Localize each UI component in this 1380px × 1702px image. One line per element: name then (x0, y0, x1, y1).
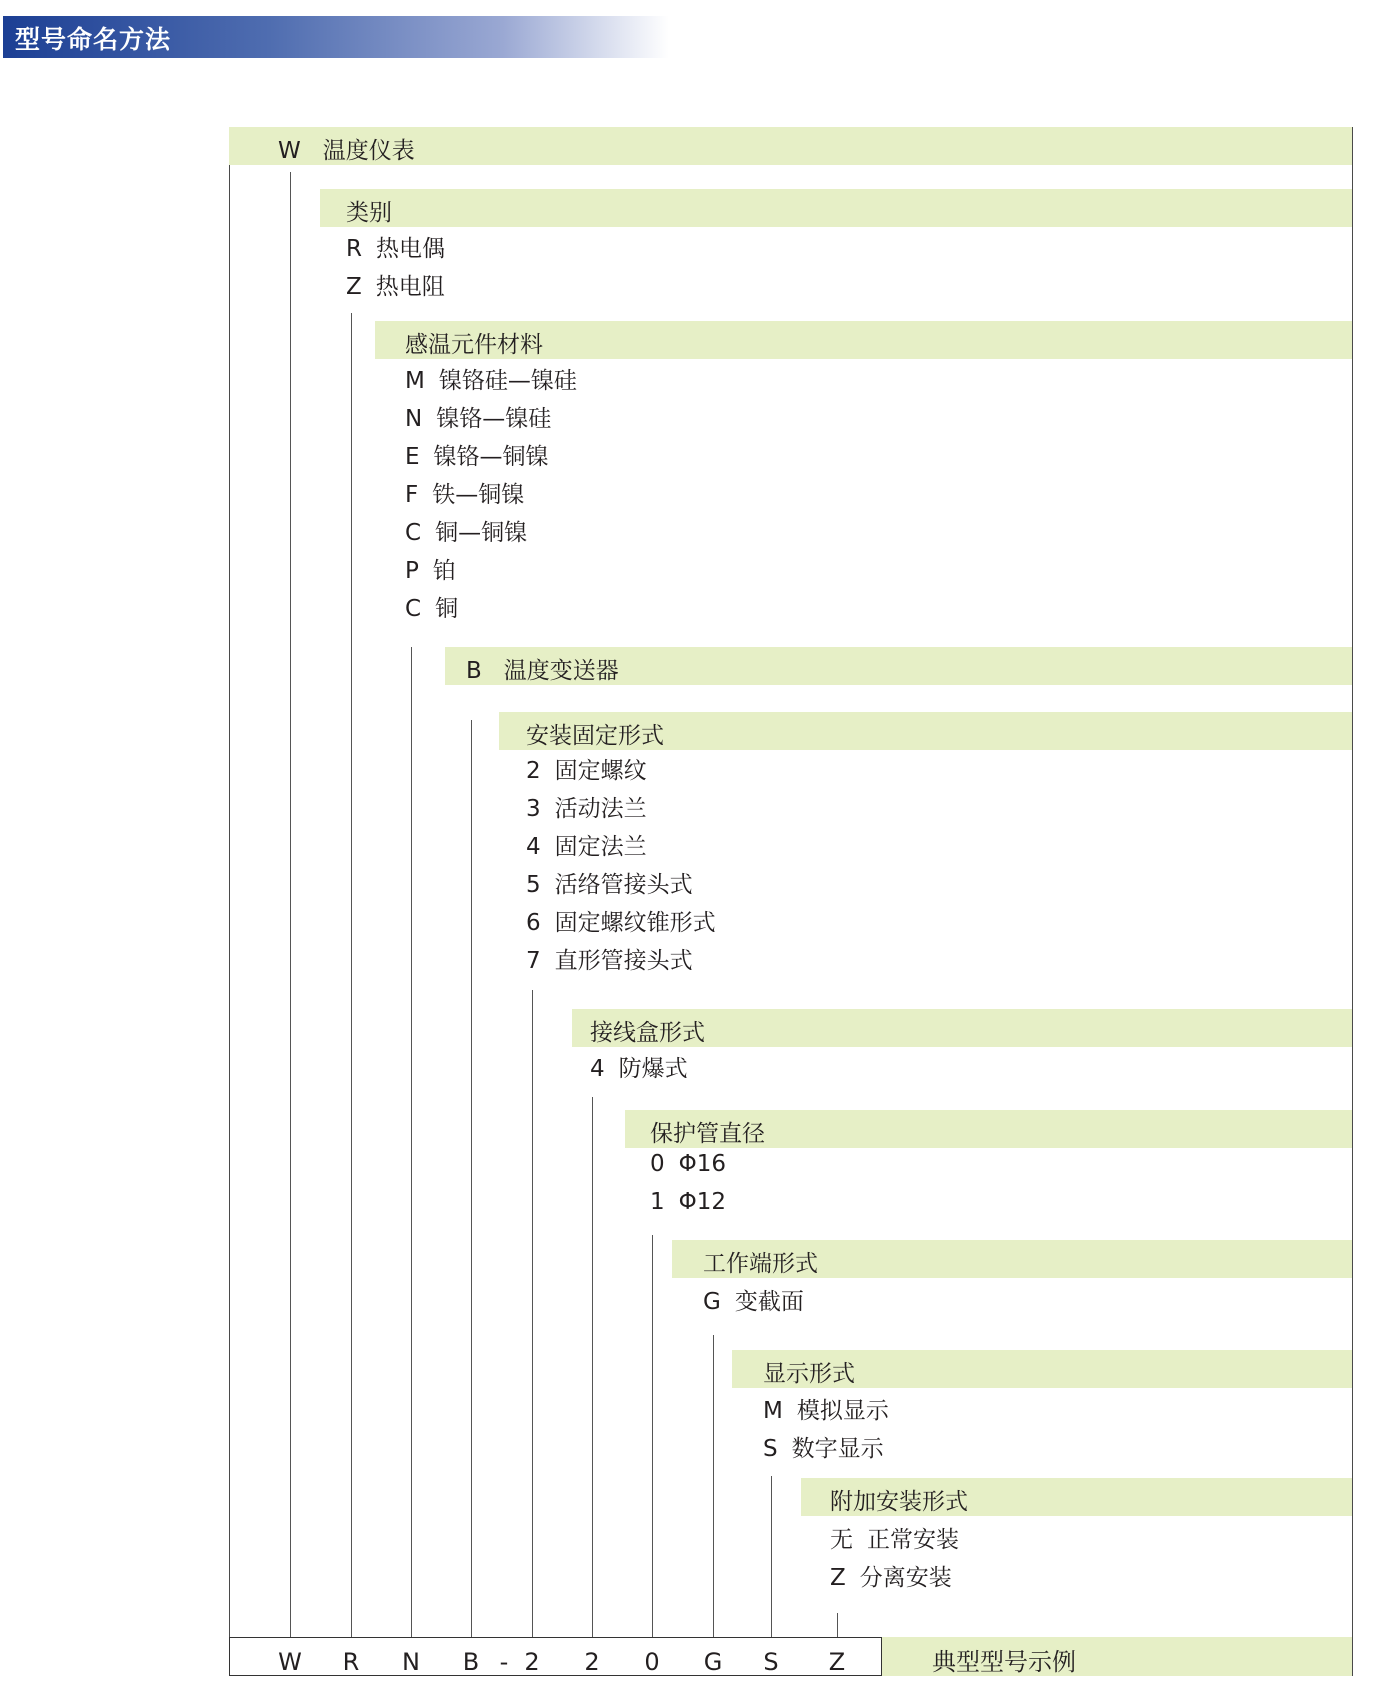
item-text: Φ12 (678, 1189, 727, 1215)
level-title-text: 温度仪表 (322, 138, 415, 164)
item-text: 直形管接头式 (554, 948, 693, 974)
list-item (763, 1430, 884, 1463)
example-code-char: B (462, 1648, 480, 1676)
list-item (650, 1189, 726, 1215)
list-item (346, 230, 445, 263)
item-code: 无 (830, 1527, 853, 1553)
list-item (526, 790, 647, 823)
example-code-box (229, 1637, 882, 1676)
example-code-char: G (703, 1648, 723, 1676)
example-code-char: Z (828, 1648, 846, 1676)
example-code-char: S (763, 1648, 779, 1676)
level-title-text: 感温元件材料 (405, 332, 543, 358)
list-item (763, 1392, 889, 1425)
level-band-w (229, 127, 1352, 165)
frame-left-line (229, 127, 230, 1637)
example-label-band (882, 1637, 1352, 1676)
list-item (405, 362, 577, 395)
item-code: 4 (590, 1056, 605, 1082)
list-item (526, 866, 693, 899)
list-item (526, 904, 716, 937)
item-code: R (346, 236, 362, 262)
level-title-text: 温度变送器 (503, 658, 619, 684)
level-title-material (405, 326, 543, 359)
example-code-char: R (342, 1648, 360, 1676)
level-band-work_end (672, 1240, 1352, 1278)
item-text: 变截面 (734, 1289, 804, 1315)
item-code: 3 (526, 796, 541, 822)
section-header-bar (3, 16, 669, 58)
list-item (526, 752, 647, 785)
item-code: 5 (526, 872, 541, 898)
item-text: 分离安装 (859, 1565, 952, 1591)
level-title-junction (590, 1014, 705, 1047)
list-item (590, 1050, 688, 1083)
connector-line (471, 720, 472, 1637)
item-code: Z (830, 1565, 846, 1591)
item-code: Z (346, 274, 362, 300)
level-band-transmitter (445, 647, 1352, 685)
item-text: 镍铬硅—镍硅 (438, 368, 577, 394)
item-text: 活动法兰 (554, 796, 647, 822)
example-code-char: - (499, 1648, 509, 1676)
list-item (405, 438, 549, 471)
level-code: W (278, 138, 301, 164)
example-code-char: 2 (524, 1648, 540, 1676)
item-text: 铜—铜镍 (435, 520, 528, 546)
level-title-text: 显示形式 (763, 1361, 855, 1387)
item-code: C (405, 520, 422, 546)
item-code: G (703, 1289, 721, 1315)
level-title-extra (830, 1483, 968, 1516)
level-code: B (466, 658, 482, 684)
list-item (650, 1151, 726, 1177)
frame-right-line (1352, 127, 1353, 1676)
item-code: S (763, 1436, 778, 1462)
level-title-w (278, 132, 415, 165)
level-title-work_end (703, 1245, 818, 1278)
level-title-text: 附加安装形式 (830, 1489, 968, 1515)
level-title-text: 保护管直径 (650, 1121, 765, 1147)
item-text: 铁—铜镍 (432, 482, 525, 508)
level-band-material (375, 321, 1352, 359)
list-item (346, 268, 445, 301)
example-code-char: 2 (584, 1648, 600, 1676)
item-text: 数字显示 (791, 1436, 884, 1462)
level-band-category (320, 189, 1352, 227)
item-text: 防爆式 (618, 1056, 688, 1082)
item-text: 镍铬—镍硅 (436, 406, 552, 432)
item-code: M (405, 368, 425, 394)
level-band-junction (572, 1009, 1352, 1047)
item-code: M (763, 1398, 783, 1424)
item-code: 4 (526, 834, 541, 860)
list-item (526, 942, 693, 975)
connector-line (837, 1613, 838, 1637)
level-band-extra (801, 1478, 1352, 1516)
list-item (405, 476, 524, 509)
connector-line (713, 1335, 714, 1637)
item-text: 热电偶 (375, 236, 445, 262)
item-code: 1 (650, 1189, 665, 1215)
item-code: 6 (526, 910, 541, 936)
example-label: 典型型号示例 (932, 1648, 1076, 1676)
item-text: 固定螺纹锥形式 (554, 910, 716, 936)
connector-line (532, 990, 533, 1637)
item-text: Φ16 (678, 1151, 727, 1177)
list-item (526, 828, 647, 861)
list-item (405, 590, 458, 623)
connector-line (290, 172, 291, 1637)
level-title-display (763, 1355, 855, 1388)
level-title-text: 安装固定形式 (526, 723, 664, 749)
connector-line (351, 313, 352, 1637)
list-item (405, 514, 527, 547)
level-title-text: 类别 (346, 200, 392, 226)
item-code: 2 (526, 758, 541, 784)
example-code-char: 0 (644, 1648, 660, 1676)
item-text: 模拟显示 (796, 1398, 889, 1424)
item-text: 活络管接头式 (554, 872, 693, 898)
level-band-tube (625, 1110, 1352, 1148)
list-item (703, 1283, 804, 1316)
item-text: 镍铬—铜镍 (433, 444, 549, 470)
item-code: N (405, 406, 423, 432)
connector-line (652, 1235, 653, 1637)
item-text: 正常安装 (867, 1527, 959, 1553)
connector-line (592, 1097, 593, 1637)
item-text: 铂 (432, 558, 456, 584)
item-text: 固定螺纹 (554, 758, 647, 784)
section-title: 型号命名方法 (15, 25, 172, 54)
list-item (830, 1521, 959, 1554)
example-code-char: N (402, 1648, 420, 1676)
item-code: 0 (650, 1151, 665, 1177)
item-code: 7 (526, 948, 541, 974)
item-code: F (405, 482, 419, 508)
level-band-mounting (499, 712, 1352, 750)
connector-line (771, 1476, 772, 1637)
level-title-text: 接线盒形式 (590, 1020, 705, 1046)
item-code: E (405, 444, 420, 470)
connector-line (411, 647, 412, 1637)
item-code: C (405, 596, 422, 622)
list-item (830, 1559, 952, 1592)
level-title-tube (650, 1115, 765, 1148)
list-item (405, 400, 551, 433)
list-item (405, 552, 456, 585)
item-text: 固定法兰 (554, 834, 647, 860)
example-code-char: W (278, 1648, 302, 1676)
level-title-category (346, 194, 392, 227)
level-band-display (732, 1350, 1352, 1388)
level-title-text: 工作端形式 (703, 1251, 818, 1277)
item-text: 热电阻 (375, 274, 445, 300)
level-title-transmitter (466, 652, 619, 685)
item-code: P (405, 558, 419, 584)
item-text: 铜 (435, 596, 459, 622)
level-title-mounting (526, 717, 664, 750)
